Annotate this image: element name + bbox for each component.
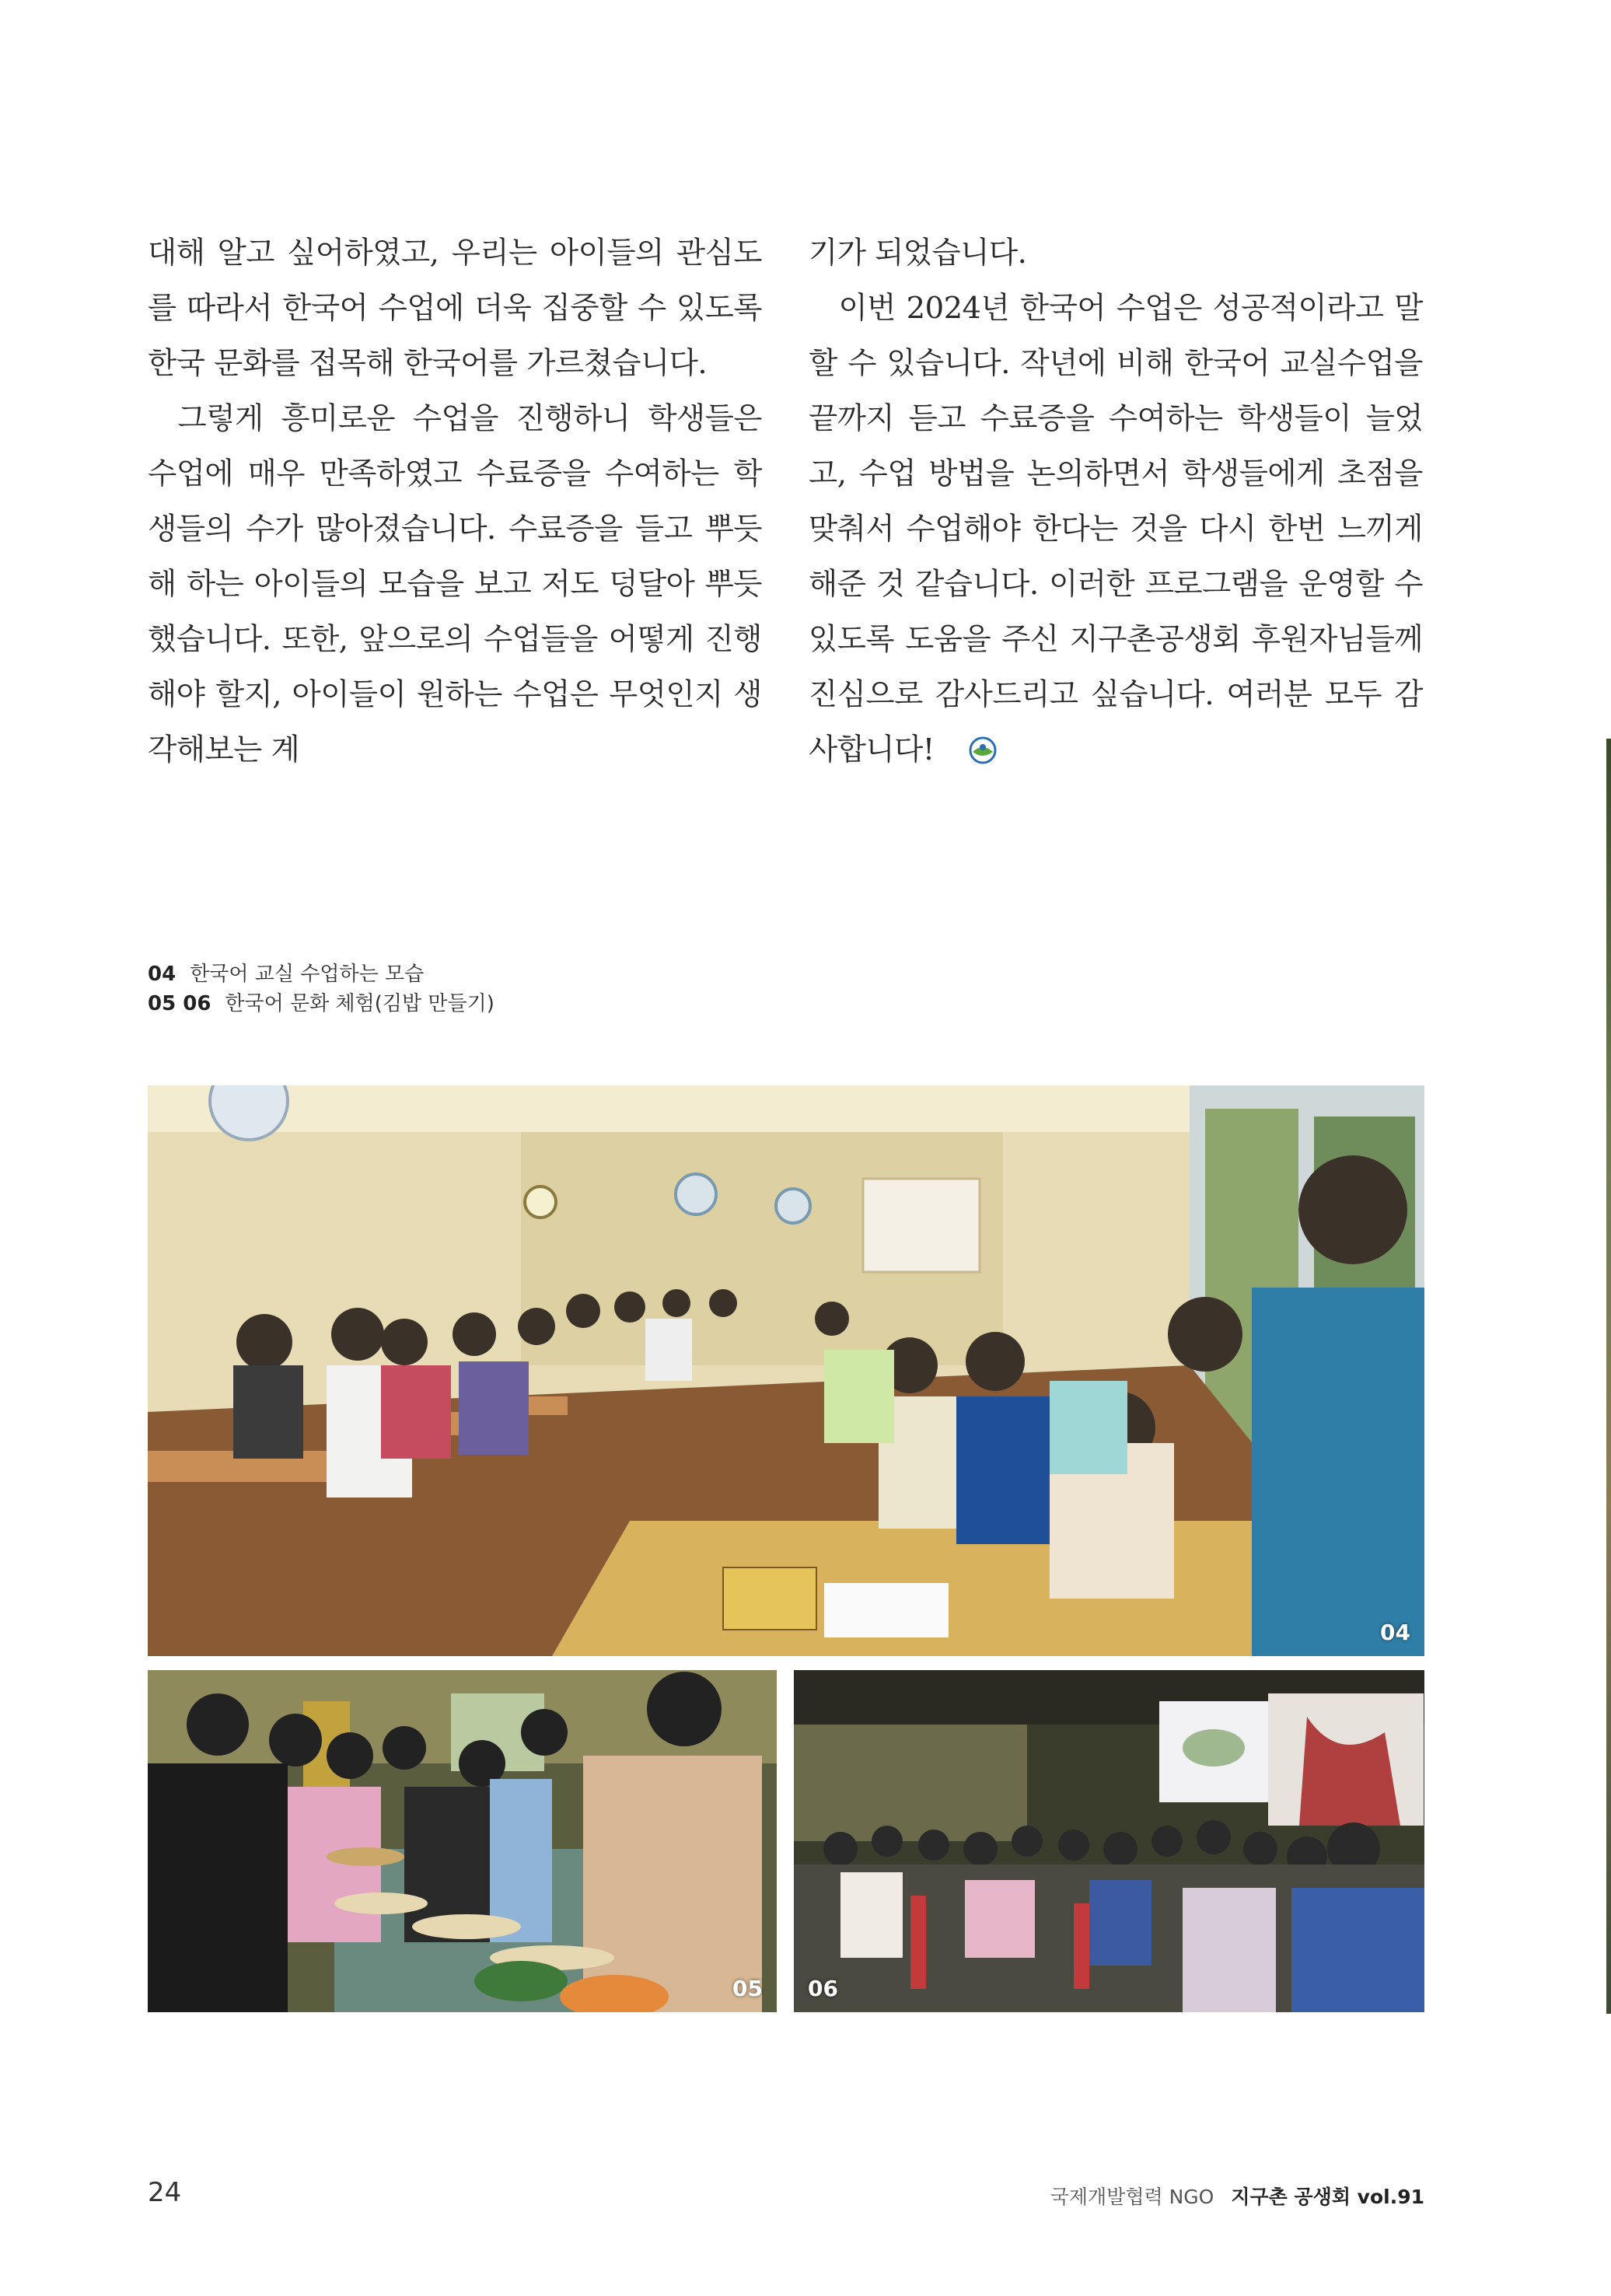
- next-page-edge: [1606, 739, 1611, 2014]
- caption-05-06: [148, 989, 494, 1019]
- photo-korean-classroom: [148, 1085, 1424, 1656]
- magazine-name: 지구촌 공생회 vol.91: [1231, 2186, 1424, 2208]
- article-paragraph-text: 이번 2024년 한국어 수업은 성공적이라고 말할 수 있습니다. 작년에 비해 한국어 교실수업을 끝까지 듣고 수료증을 수여하는 학생들이 늘었고, 수업 방법을 논의하면서 학생들에게 초점을 맞춰서 수업해야 한다는 것을 다시 한번 느끼게 해준 것 같습니다. 이러한 프로그램을 운영할 수 있도록 도움을 주신 지구촌공생회 후원자님들께 진심으로 감사드리고 싶습니다. 여러분 모두 감사합니다!: [809, 291, 1423, 767]
- photo-number-label: 05: [732, 1976, 763, 2001]
- photo-number-label: 04: [1380, 1620, 1410, 1645]
- photo-culture-experience: [794, 1670, 1424, 2012]
- caption-number: 04: [148, 963, 176, 986]
- photo-captions: [148, 959, 494, 1019]
- article-column-left: [148, 225, 762, 778]
- publication-info: [1050, 2182, 1424, 2210]
- caption-04: [148, 959, 494, 989]
- caption-text: 한국어 문화 체험(김밥 만들기): [225, 992, 494, 1015]
- photo-kimbap-making: [148, 1670, 777, 2012]
- publication-name: 국제개발협력 NGO: [1050, 2186, 1214, 2208]
- globe-logo-icon: [939, 727, 967, 755]
- caption-number: 05 06: [148, 992, 211, 1015]
- culture-experience-image: [794, 1670, 1424, 2012]
- article-paragraph: 기가 되었습니다.: [809, 236, 1027, 271]
- photo-number-label: 06: [808, 1976, 838, 2001]
- article-paragraph: [809, 281, 1423, 778]
- page-footer: [148, 2177, 1424, 2216]
- caption-text: 한국어 교실 수업하는 모습: [190, 963, 425, 986]
- page-number: 24: [148, 2177, 182, 2208]
- article-column-right: [809, 225, 1423, 778]
- classroom-image: [148, 1085, 1424, 1656]
- article-paragraph: 그렇게 흥미로운 수업을 진행하니 학생들은 수업에 매우 만족하였고 수료증을 수여하는 학생들의 수가 많아졌습니다. 수료증을 들고 뿌듯해 하는 아이들의 모습을 보고 저도 덩달아 뿌듯했습니다. 또한, 앞으로의 수업들을 어떻게 진행해야 할지, 아이들이 원하는 수업은 무엇인지 생각해보는 계: [148, 401, 762, 767]
- article-paragraph: 대해 알고 싶어하였고, 우리는 아이들의 관심도를 따라서 한국어 수업에 더욱 집중할 수 있도록 한국 문화를 접목해 한국어를 가르쳤습니다.: [148, 236, 762, 381]
- kimbap-image: [148, 1670, 777, 2012]
